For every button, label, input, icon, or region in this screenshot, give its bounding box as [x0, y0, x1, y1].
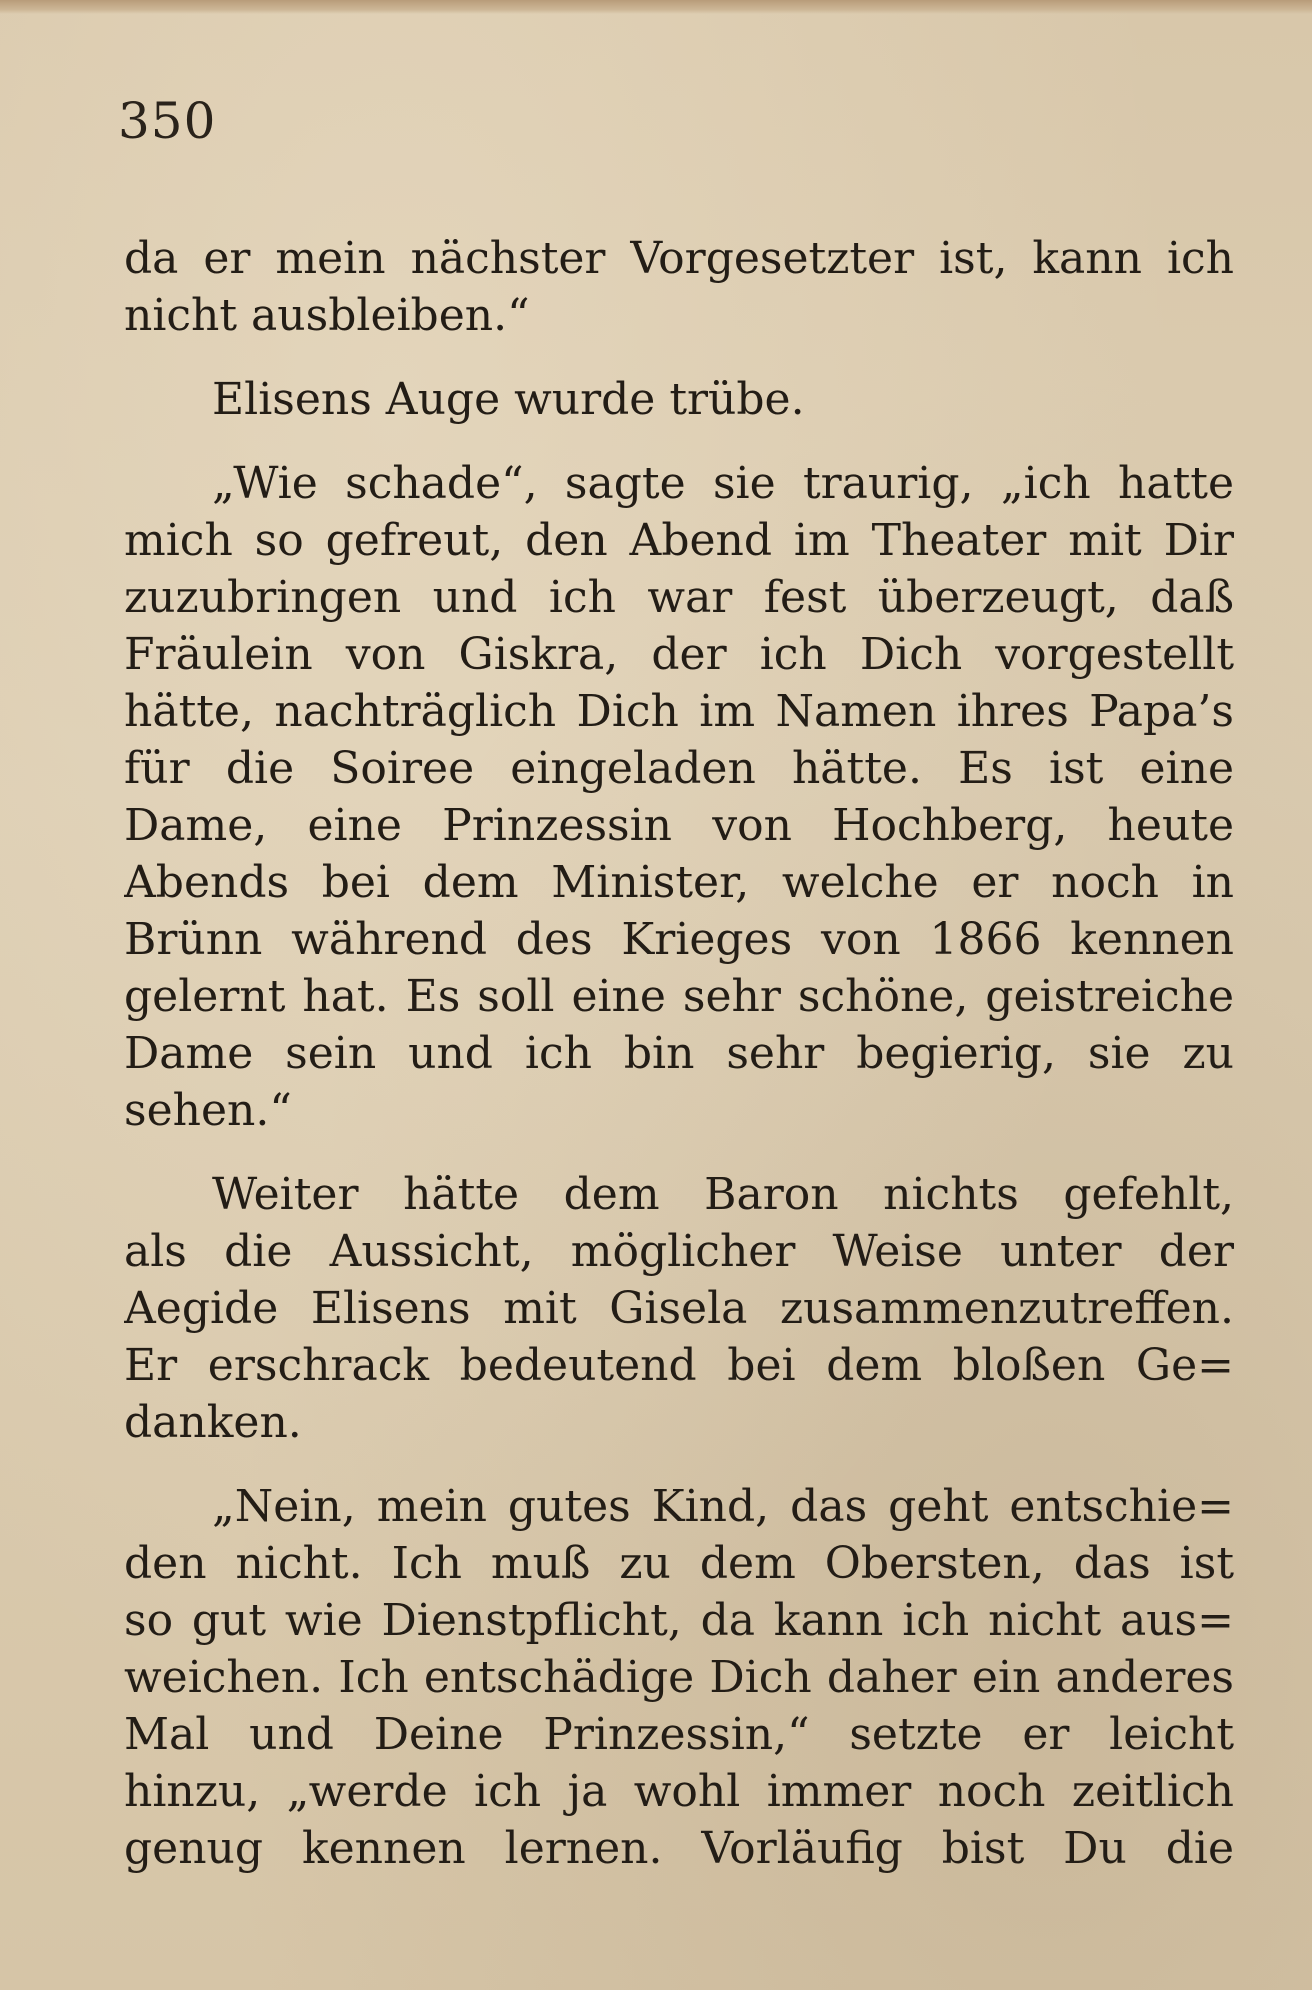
- text-line: genug kennen lernen. Vorläufig bist Du die: [124, 1823, 1234, 1874]
- page-number: 350: [118, 92, 217, 150]
- text-line: Brünn während des Krieges von 1866 kennen: [124, 914, 1234, 965]
- text-line: für die Soiree eingeladen hätte. Es ist eine: [124, 743, 1234, 794]
- text-line: Aegide Elisens mit Gisela zusammenzutreffen.: [124, 1283, 1234, 1334]
- text-line: sehen.“: [124, 1085, 292, 1136]
- paragraph: [124, 1478, 1234, 1877]
- paragraph: [124, 230, 1234, 344]
- page-top-edge: [0, 0, 1312, 14]
- body-text: [124, 230, 1234, 1877]
- paragraph: [124, 371, 1234, 428]
- paragraph: [124, 455, 1234, 1139]
- text-line: Elisens Auge wurde trübe.: [212, 374, 805, 425]
- text-line: zuzubringen und ich war fest überzeugt, daß: [124, 572, 1234, 623]
- text-line: weichen. Ich entschädige Dich daher ein anderes: [124, 1652, 1234, 1703]
- text-line: Dame sein und ich bin sehr begierig, sie zu: [124, 1028, 1234, 1079]
- text-line: nicht ausbleiben.“: [124, 290, 530, 341]
- text-line: Fräulein von Giskra, der ich Dich vorgestellt: [124, 629, 1234, 680]
- text-line: „Nein, mein gutes Kind, das geht entschie=: [212, 1481, 1234, 1532]
- text-line: so gut wie Dienstpflicht, da kann ich nicht aus=: [124, 1595, 1234, 1646]
- text-line: den nicht. Ich muß zu dem Obersten, das ist: [124, 1538, 1234, 1589]
- text-line: „Wie schade“, sagte sie traurig, „ich hatte: [212, 458, 1234, 509]
- text-line: Abends bei dem Minister, welche er noch in: [124, 857, 1234, 908]
- text-line: Weiter hätte dem Baron nichts gefehlt,: [212, 1169, 1234, 1220]
- paragraph: [124, 1166, 1234, 1451]
- text-line: Mal und Deine Prinzessin,“ setzte er leicht: [124, 1709, 1234, 1760]
- text-line: als die Aussicht, möglicher Weise unter der: [124, 1226, 1234, 1277]
- text-line: da er mein nächster Vorgesetzter ist, kann ich: [124, 233, 1234, 284]
- text-line: Er erschrack bedeutend bei dem bloßen Ge=: [124, 1340, 1234, 1391]
- text-line: danken.: [124, 1397, 302, 1448]
- text-line: Dame, eine Prinzessin von Hochberg, heute: [124, 800, 1234, 851]
- text-line: gelernt hat. Es soll eine sehr schöne, geistreiche: [124, 971, 1234, 1022]
- text-line: hätte, nachträglich Dich im Namen ihres Papa’s: [124, 686, 1234, 737]
- text-line: mich so gefreut, den Abend im Theater mit Dir: [124, 515, 1234, 566]
- text-line: hinzu, „werde ich ja wohl immer noch zeitlich: [124, 1766, 1234, 1817]
